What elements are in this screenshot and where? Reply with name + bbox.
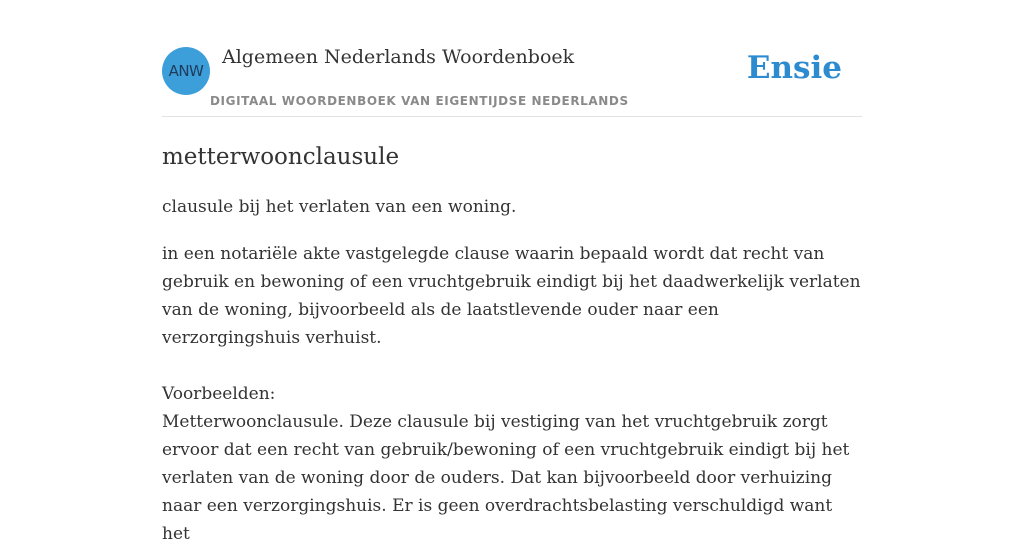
dictionary-entry: [162, 143, 862, 548]
site-header: [162, 0, 862, 117]
anw-logo[interactable]: ANW: [162, 47, 210, 95]
examples-label: Voorbeelden:: [162, 384, 276, 404]
dictionary-title[interactable]: Algemeen Nederlands Woordenboek: [222, 46, 575, 68]
page-container: [162, 0, 862, 548]
entry-definition: clausule bij het verlaten van een woning.: [162, 197, 517, 217]
dictionary-subtitle: DIGITAAL WOORDENBOEK VAN EIGENTIJDSE NEDERLANDS: [210, 94, 629, 108]
entry-headword: metterwoonclausule: [162, 144, 400, 170]
entry-description: in een notariële akte vastgelegde clause waarin bepaald wordt dat recht van gebruik en bewoning of een vruchtgebruik eindigt bij het daadwerkelijk verlaten van de woning, bijvoorbeeld als de laatstlevende ouder naar een verzorgingshuis verhuist.: [162, 244, 861, 348]
example-text: Metterwoonclausule. Deze clausule bij vestiging van het vruchtgebruik zorgt ervoor dat een recht van gebruik/bewoning of een vruchtgebruik eindigt bij het verlaten van de woning door de ouders. Dat kan bijvoorbeeld door verhuizing naar een verzorgingshuis. Er is geen overdrachtsbelasting verschuldigd want het: [162, 412, 850, 544]
ensie-logo-link[interactable]: Ensie: [746, 50, 842, 86]
